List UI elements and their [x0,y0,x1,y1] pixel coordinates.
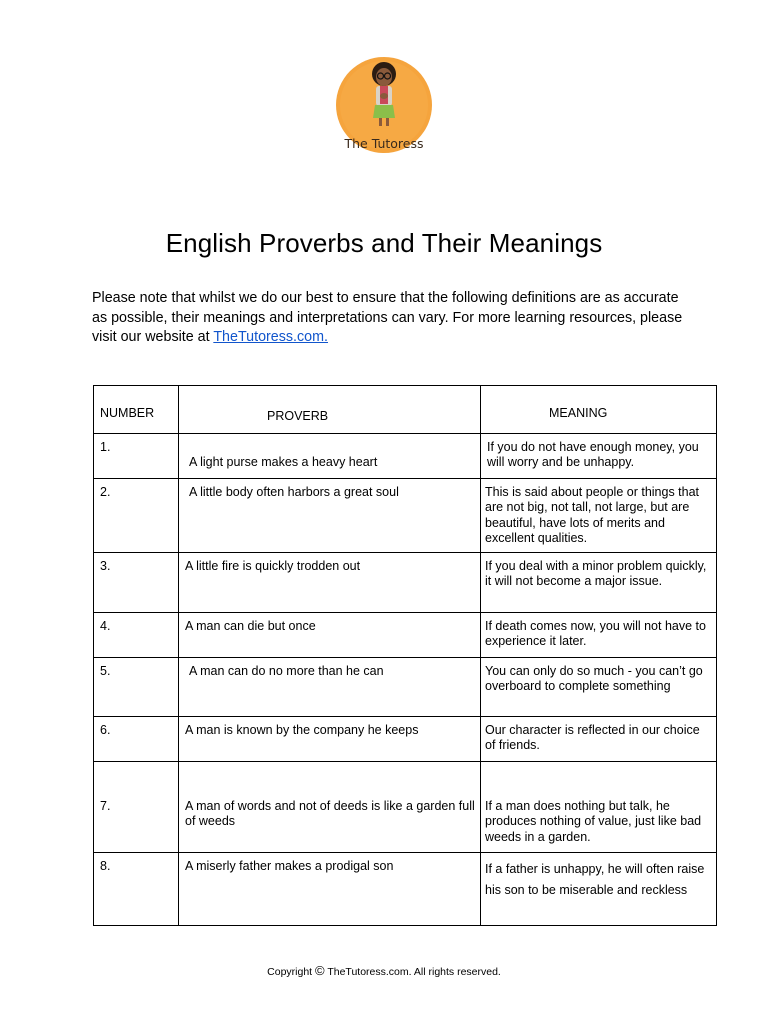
copyright-text: TheTutoress.com. All rights reserved. [327,966,501,978]
table-row [94,717,717,762]
page-title: English Proverbs and Their Meanings [165,228,603,258]
row-number: 7. [94,762,179,853]
copyright-label: Copyright [267,966,313,978]
row-meaning: This is said about people or things that are not big, not tall, not large, but are beautiful, have lots of merits and excellent qualities. [481,479,717,553]
header-meaning: MEANING [481,386,717,434]
copyright-icon: © [315,963,325,978]
row-proverb: A little body often harbors a great soul [179,479,481,553]
row-number: 3. [94,553,179,613]
row-number: 1. [94,434,179,479]
row-proverb: A little fire is quickly trodden out [179,553,481,613]
logo [333,54,435,158]
row-number: 2. [94,479,179,553]
table-row [94,613,717,658]
table-row [94,434,717,479]
row-meaning: If death comes now, you will not have to experience it later. [481,613,717,658]
logo-text: The Tutoress [344,136,424,151]
row-proverb: A light purse makes a heavy heart [179,434,481,479]
row-number: 6. [94,717,179,762]
row-number: 4. [94,613,179,658]
row-proverb: A miserly father makes a prodigal son [179,853,481,926]
row-meaning: If a father is unhappy, he will often raise his son to be miserable and reckless [481,853,717,926]
website-link[interactable]: TheTutoress.com. [213,329,329,345]
header-number: NUMBER [94,386,179,434]
header-proverb: PROVERB [179,386,481,434]
row-proverb: A man can do no more than he can [179,658,481,717]
intro-paragraph [92,289,692,348]
table-row [94,553,717,613]
intro-text: Please note that whilst we do our best to ensure that the following definitions are as accurate as possible, their meanings and interpretations can vary. For more learning resources, please visit our website at [92,290,683,345]
row-meaning: You can only do so much - you can’t go overboard to complete something [481,658,717,717]
row-meaning: If you do not have enough money, you will worry and be unhappy. [481,434,717,479]
footer [0,963,768,978]
proverbs-table [93,385,717,926]
row-meaning: If you deal with a minor problem quickly, it will not become a major issue. [481,553,717,613]
row-proverb: A man of words and not of deeds is like a garden full of weeds [179,762,481,853]
table-row [94,762,717,853]
table-header-row [94,386,717,434]
row-number: 8. [94,853,179,926]
table-row [94,853,717,926]
row-proverb: A man can die but once [179,613,481,658]
row-number: 5. [94,658,179,717]
row-meaning: Our character is reflected in our choice of friends. [481,717,717,762]
row-proverb: A man is known by the company he keeps [179,717,481,762]
table-row [94,479,717,553]
row-meaning: If a man does nothing but talk, he produces nothing of value, just like bad weeds in a garden. [481,762,717,853]
table-row [94,658,717,717]
